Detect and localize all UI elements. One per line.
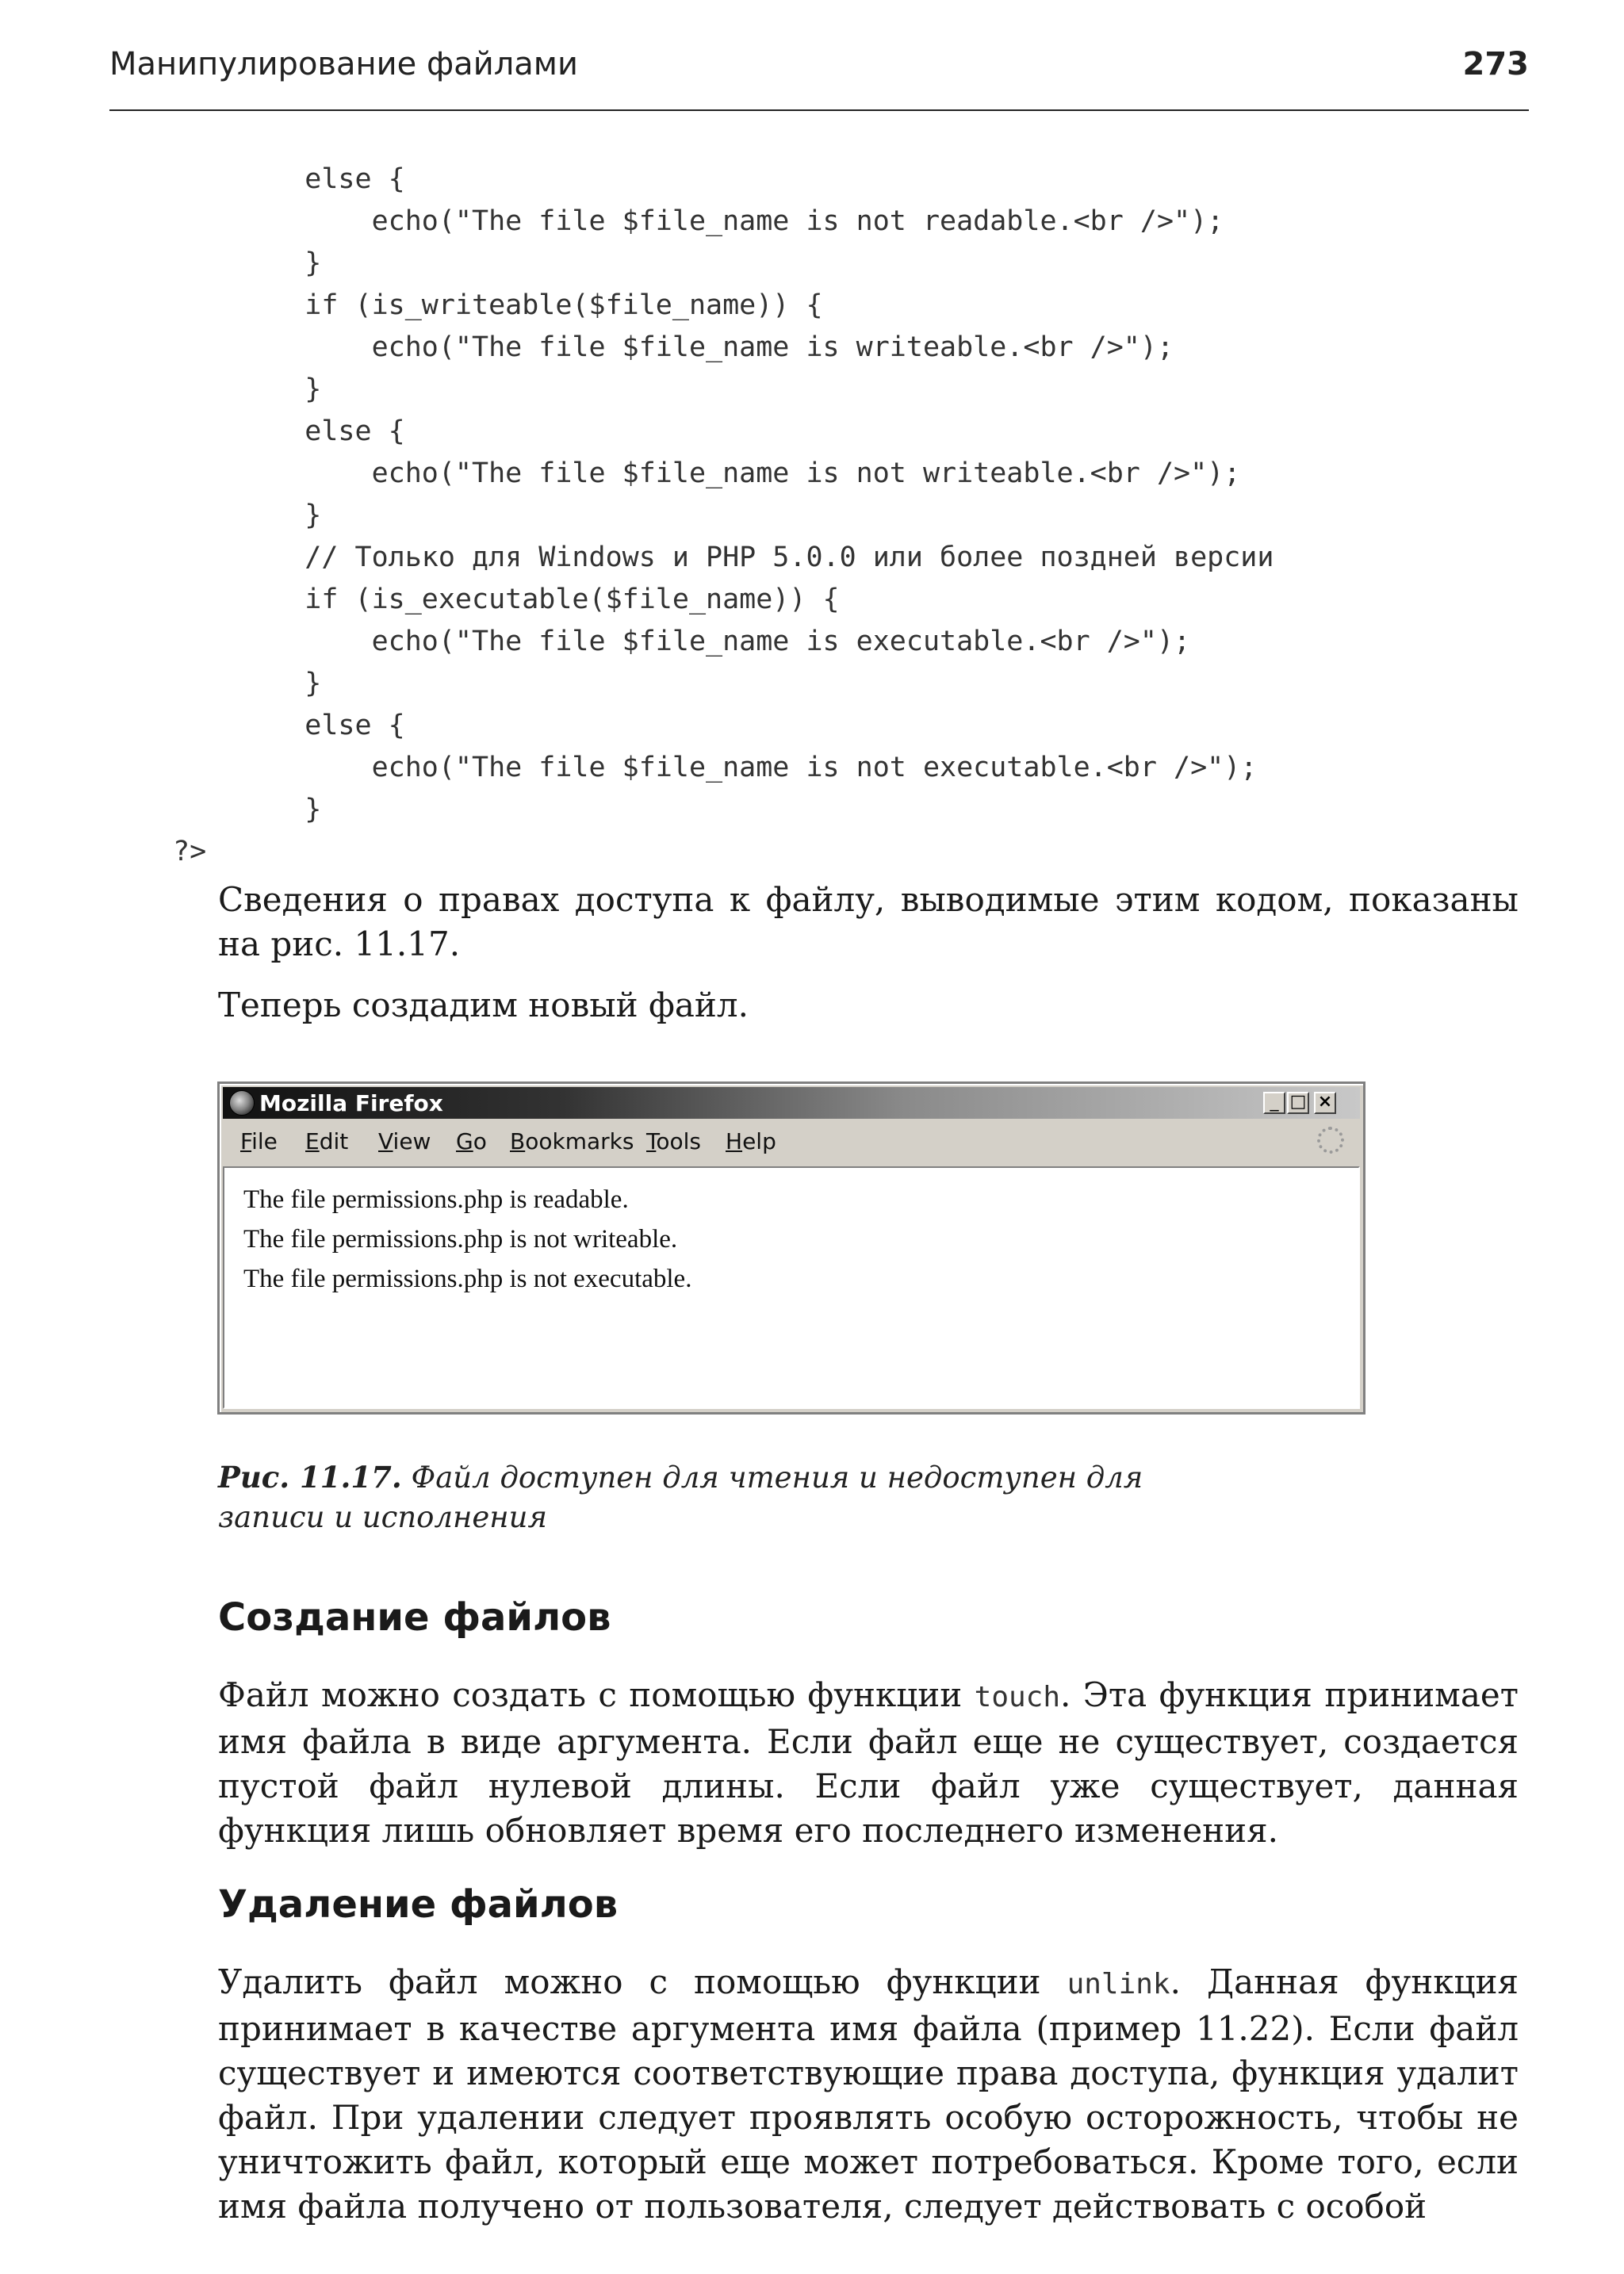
code-line: } bbox=[238, 373, 322, 405]
code-line: ?> bbox=[173, 836, 207, 867]
paragraph-create-intro: Теперь создадим новый файл. bbox=[218, 986, 749, 1024]
figure-caption bbox=[218, 1457, 1249, 1537]
minimize-button[interactable]: _ bbox=[1263, 1092, 1285, 1114]
code-comment-line: // Только для Windows и PHP 5.0.0 или более поздней версии bbox=[238, 542, 1274, 573]
inline-code-touch: touch bbox=[974, 1681, 1061, 1713]
running-title: Манипулирование файлами bbox=[109, 46, 578, 82]
window-titlebar bbox=[223, 1087, 1360, 1119]
code-line: echo("The file $file_name is not readable.<br />"); bbox=[238, 205, 1224, 237]
menu-help[interactable]: Help bbox=[726, 1128, 776, 1154]
output-line: The file permissions.php is not writeable. bbox=[243, 1225, 678, 1254]
menu-bookmarks[interactable]: Bookmarks bbox=[510, 1128, 634, 1154]
menu-go[interactable]: Go bbox=[456, 1128, 487, 1154]
code-line: echo("The file $file_name is writeable.<br />"); bbox=[238, 331, 1174, 363]
firefox-logo-icon bbox=[229, 1090, 255, 1116]
paragraph-permissions-info: Сведения о правах доступа к файлу, выводимые этим кодом, показаны на рис. 11.17. bbox=[218, 880, 1519, 963]
code-line: echo("The file $file_name is not executable.<br />"); bbox=[238, 752, 1258, 783]
code-line: else { bbox=[238, 710, 405, 741]
code-line: } bbox=[238, 794, 322, 825]
heading-delete-files: Удаление файлов bbox=[218, 1882, 619, 1927]
menu-file[interactable]: File bbox=[240, 1128, 278, 1154]
paragraph-delete-files: Удалить файл можно с помощью функции unlink. Данная функция принимает в качестве аргумента имя файла (пример 11.22). Если файл существует и имеются соответствующие права доступа, функция удалит файл. При удалении следует проявлять особую осторожность, чтобы не уничтожить файл, который еще может потребоваться. Кроме того, если имя файла получено от пользователя, следует действовать с особой bbox=[218, 1962, 1519, 2226]
code-line: else { bbox=[238, 163, 405, 195]
inline-code-unlink: unlink bbox=[1067, 1968, 1170, 2000]
close-button[interactable]: × bbox=[1314, 1092, 1336, 1114]
output-line: The file permissions.php is not executable. bbox=[243, 1265, 692, 1293]
caption-text: Файл доступен для чтения и недоступен для записи и исполнения bbox=[218, 1460, 1143, 1534]
code-line: echo("The file $file_name is executable.<br />"); bbox=[238, 626, 1191, 657]
maximize-button[interactable]: □ bbox=[1287, 1092, 1309, 1114]
heading-create-files: Создание файлов bbox=[218, 1595, 611, 1640]
page-content-area bbox=[223, 1166, 1360, 1409]
code-line: if (is_writeable($file_name)) { bbox=[238, 289, 823, 321]
code-line: echo("The file $file_name is not writeable.<br />"); bbox=[238, 457, 1241, 489]
browser-window-screenshot bbox=[217, 1081, 1365, 1415]
code-line: } bbox=[238, 668, 322, 699]
throbber-icon bbox=[1317, 1127, 1344, 1154]
code-line: if (is_executable($file_name)) { bbox=[238, 584, 840, 615]
running-header bbox=[109, 40, 1529, 111]
page-number: 273 bbox=[1462, 46, 1529, 82]
output-line: The file permissions.php is readable. bbox=[243, 1185, 629, 1214]
menu-bar bbox=[223, 1124, 1360, 1158]
paragraph-create-files: Файл можно создать с помощью функции touch. Эта функция принимает имя файла в виде аргумента. Если файл еще не существует, создается пустой файл нулевой длины. Если файл уже существует, данная функция лишь обновляет время его последнего изменения. bbox=[218, 1675, 1519, 1850]
menu-tools[interactable]: Tools bbox=[646, 1128, 701, 1154]
caption-label: Рис. 11.17. bbox=[218, 1460, 402, 1495]
menu-view[interactable]: View bbox=[378, 1128, 431, 1154]
code-line: } bbox=[238, 500, 322, 531]
menu-edit[interactable]: Edit bbox=[305, 1128, 349, 1154]
code-line: } bbox=[238, 247, 322, 279]
window-title: Mozilla Firefox bbox=[259, 1090, 443, 1116]
code-listing bbox=[173, 159, 1427, 873]
code-line: else { bbox=[238, 415, 405, 447]
